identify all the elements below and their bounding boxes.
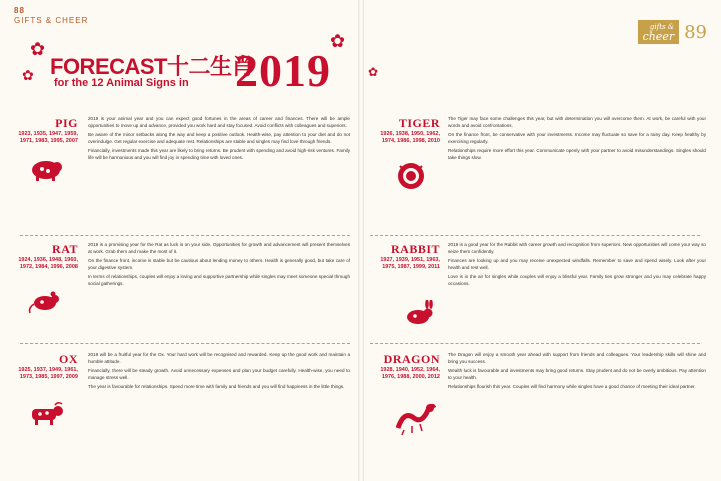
sign-forecast-text: 2019 is a good year for the Rabbit with career growth and recognition from superiors. New opportunities will come your way so seize them confidently. Finances are looking up and you may receive unexpected windfalls. Remember to save and spend wisely. Look after your health and rest well. Love is in the air for singles while couples will enjoy a blissful year. Family ties grow stronger and you may celebrate happy occasions. — [448, 242, 706, 286]
sign-years: 1924, 1936, 1948, 1960, 1972, 1984, 1996, 2008 — [18, 257, 78, 270]
title-forecast: FORECAST — [50, 54, 167, 79]
sign-years: 1928, 1940, 1952, 1964, 1976, 1988, 2000, 2012 — [380, 367, 440, 380]
sign-ox — [14, 352, 78, 381]
sign-rabbit — [376, 242, 440, 271]
rat-papercut-icon — [26, 288, 66, 314]
sign-forecast-text: 2019 is your animal year and you can expect good fortunes in the areas of career and finances. There will be ample opportunities to move up and advance, provided you work hard and stay focused. Avoid conflicts with colleagues and superiors. Be aware of the minor setbacks along the way and keep a positive outlook. Health-wise, pay attention to your diet and do not overindulge. Get regular exercise and adequate rest. Relationships are stable and singles may find love through friends. Financially, investments made this year are likely to bring returns. Be prudent with spending and avoid high-risk ventures. Family life will be harmonious and you will find joy in spending time with loved ones. — [88, 116, 350, 160]
sign-forecast-text: The Tiger may face some challenges this year, but with determination you will overcome them. At work, be careful with your words and avoid confrontations. On the finance front, be conservative with your investments. Income may fluctuate so save for a rainy day. Keep healthy by exercising regularly. Relationships require more effort this year. Communicate openly with your partner to avoid misunderstandings. Singles should take things slow. — [448, 116, 706, 160]
magazine-logo: gifts & cheer — [638, 20, 680, 44]
flower-icon: ✿ — [30, 39, 46, 59]
divider — [370, 235, 700, 236]
sign-dragon — [376, 352, 440, 381]
sign-years: 1927, 1939, 1951, 1963, 1975, 1987, 1999, 2011 — [380, 257, 440, 270]
sign-name: PIG — [55, 116, 78, 130]
flower-icon: ✿ — [368, 65, 379, 79]
right-page-header — [638, 20, 707, 44]
right-page-number: 89 — [684, 21, 707, 43]
dragon-papercut-icon — [394, 400, 436, 436]
sign-name: TIGER — [398, 116, 440, 130]
left-page-number: 88 — [14, 6, 25, 15]
sign-tiger — [376, 116, 440, 145]
divider — [20, 235, 350, 236]
sign-years: 1923, 1935, 1947, 1959, 1971, 1983, 1995, 2007 — [18, 131, 78, 144]
divider — [20, 343, 350, 344]
page-gutter — [358, 0, 364, 481]
rabbit-papercut-icon — [400, 300, 440, 326]
sign-forecast-text: 2019 is a promising year for the Rat as luck is on your side. Opportunities for growth and advancement will present themselves at work. Grab them and make the most of it. On the finance front, income is stable but be cautious about lending money to others. Health is generally good, but take care of your digestive system. In terms of relationships, couples will enjoy a loving and supportive partnership while singles may meet someone special through social gatherings. — [88, 242, 350, 286]
flower-icon: ✿ — [330, 31, 346, 51]
divider — [370, 343, 700, 344]
article-title — [50, 45, 350, 96]
ox-papercut-icon — [26, 400, 66, 426]
sign-pig — [14, 116, 78, 145]
sign-name: RAT — [52, 242, 78, 256]
sign-forecast-text: 2019 will be a fruitful year for the Ox. Your hard work will be recognised and rewarded. Keep up the good work and maintain a humble attitude. Financially, there will be steady growth. Avoid unnecessary expenses and plan your budget carefully. Health-wise, you need to manage stress well. The year is favourable for relationships. Spend more time with family and friends and you will find happiness in the little things. — [88, 352, 350, 389]
left-page-header — [14, 6, 88, 26]
flower-icon: ✿ — [22, 67, 34, 83]
sign-name: DRAGON — [383, 352, 440, 366]
pig-papercut-icon — [26, 156, 66, 182]
sign-rat — [14, 242, 78, 271]
sign-name: OX — [59, 352, 78, 366]
title-year: 2019 — [235, 45, 331, 96]
sign-name: RABBIT — [390, 242, 440, 256]
sign-years: 1926, 1938, 1950, 1962, 1974, 1986, 1998, 2010 — [380, 131, 440, 144]
sign-years: 1925, 1937, 1949, 1961, 1973, 1985, 1997, 2009 — [18, 367, 78, 380]
title-subtitle: for the 12 Animal Signs in — [54, 77, 189, 89]
tiger-papercut-icon — [392, 160, 430, 192]
title-chinese: 十二生肖 — [167, 54, 254, 79]
sign-forecast-text: The Dragon will enjoy a smooth year ahead with support from friends and colleagues. Your leadership skills will shine and bring you success. Wealth luck is favourable and investments may bring good returns. Stay prudent and do not be overly ambitious. Pay attention to your health. Relationships flourish this year. Couples will find harmony while singles have a good chance of meeting their ideal partner. — [448, 352, 706, 389]
section-label: GIFTS & CHEER — [14, 16, 89, 25]
